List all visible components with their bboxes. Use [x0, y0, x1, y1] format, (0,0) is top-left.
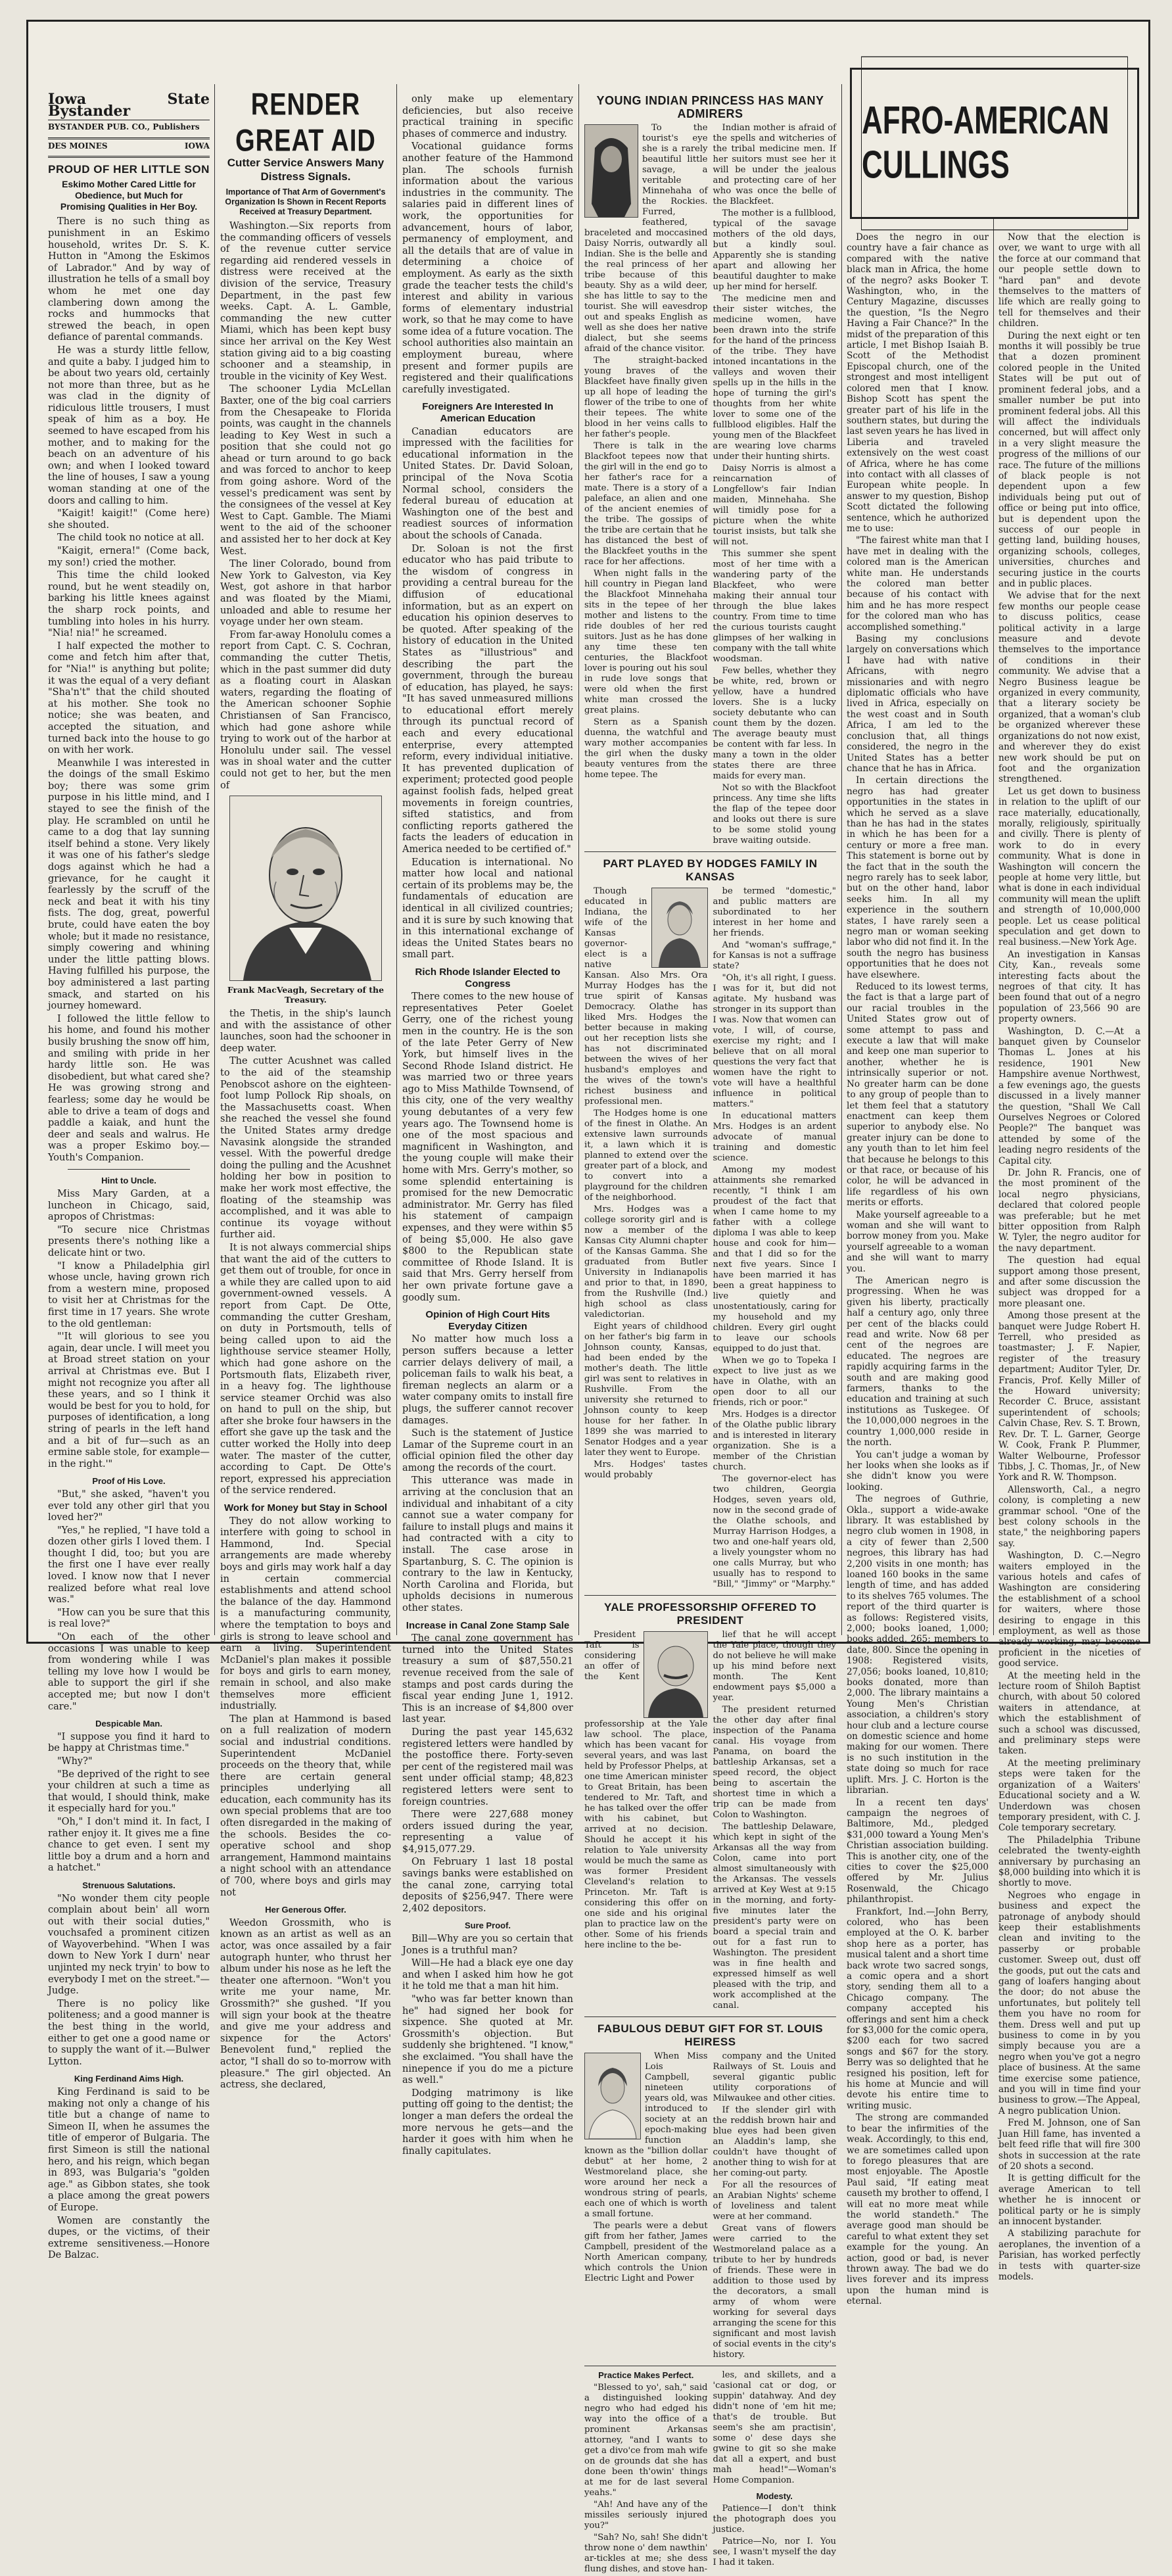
- campbell-illustration: [585, 2053, 640, 2139]
- section-head: Rich Rhode Islander Elected to Congress: [415, 966, 561, 990]
- portrait-taft: [644, 1631, 708, 1718]
- paragraph: Let us get down to business in relation to the uplift of our race materially, educationally, morally, religiously, spiritually and civilly. There is plenty of work to do in every community. What is done in Washington will concern the people at home very little, but what is done in each individual community will mean the uplift and strength of 10,000,000 people. Let us cease political speculation and get down to real business.—New York Age.: [998, 786, 1140, 948]
- paragraph: Allensworth, Cal., a negro colony, is completing a new grammar school. "One of the best colony schools in the state," the neighboring papers say.: [998, 1484, 1140, 1549]
- divider: [68, 1169, 190, 1170]
- paragraph: From far-away Honolulu comes a report from Capt. C. S. Cochran, commanding the cutter Thetis, which in the past summer did duty as a floating court in Alaskan waters, regarding the floating of the American schooner Sophie Christiansen of San Francisco, which had gone ashore while trying to work out of the harbor at Honolulu under sail. The vessel was in shoal water and the cutter could not get to her, but the men of: [220, 629, 391, 791]
- paragraph: He was a sturdy little fellow, and quite a baby. I judged him to be about two years old, certainly not more than three, but as he was clad in the dignity of ridiculous little trousers, I must speak of him as a boy. He seemed to have escaped from his mother, and to making for the beach on an adventure of his own; and when I looked toward the line of houses, I saw a young woman standing at one of the doors and calling to him.: [48, 345, 210, 506]
- paragraph: You can't judge a woman by her looks when she looks as if she didn't know you were looking.: [847, 1449, 989, 1492]
- paragraph: Canadian educators are impressed with the facilities for educational information in the United States. Dr. David Soloan, principal of the Nova Scotia Normal school, considers the federal bureau of education at Washington one of the best and readiest sources of information about the schools of Canada.: [402, 426, 573, 541]
- subcolumn-right: [713, 886, 837, 1591]
- paragraph: "On each of the other occasions I was unable to keep from wondering while I was telling my love how I would be able to support the girl if she accepted me; but now I don't care.": [48, 1632, 210, 1712]
- paragraph: Dr. John R. Francis, one of the most prominent of the local negro physicians, declared that colored people was preferable; but he met bitter opposition from Ralph W. Tyler, the negro auditor for the navy department.: [998, 1167, 1140, 1254]
- paragraph: Bill—Why are you so certain that Jones is a truthful man?: [402, 1934, 573, 1956]
- article-hodges: [584, 886, 836, 1591]
- article-deck: Eskimo Mother Cared Little for Obedience, but Much for Promising Qualities in Her Boy.: [60, 179, 198, 212]
- article-short-items: [584, 2370, 836, 2576]
- paragraph: President Taft is considering an offer of the Kent professorship at the Yale law school. The place, which has been vacant for several years, and was last held by Professor Phelps, at one time American minister to Great Britain, has been tendered to Mr. Taft, and he has talked over the offer with his cabinet, but arrived at no decision. Should he accept it his relation to Yale university would be much the same as was former President Cleveland's relation to Princeton. Mr. Taft is considering this offer on one side and his original plan to practice law on the other. Some of his friends here incline to the be-: [584, 1630, 708, 1950]
- paragraph: "Sah? No, sah! She didn't throw none o' dem nawthin' ar-tickles at me; she dess flung dishes, and stove han-: [584, 2533, 708, 2574]
- paragraph: Vocational guidance forms another feature of the Hammond plan. The schools furnish information about the various industries in the community. The salaries paid in different lines of work, the opportunities for advancement, hours of labor, permanency of employment, and all the details that are of value in determining a choice of employment. As early as the sixth grade the teacher tests the child's interest and ability in various forms of elementary industrial work, so that he may come to have some idea of a future vocation. The school authorities also maintain an employment bureau, where present and former pupils are registered and their qualifications carefully investigated.: [402, 141, 573, 395]
- masthead-title: Iowa State Bystander: [48, 91, 210, 120]
- column-rule: [396, 84, 397, 1635]
- paragraph: "The fairest white man that I have met in dealing with the colored man is the American white man. He understands the colored man better because of his contact with him and he has more respect for the colored man who has accomplished something.": [847, 535, 989, 632]
- paragraph: During the past year 145,632 registered letters were handled by the postoffice there. Forty-seven per cent of the registered mail was sent under official stamp; 48,823 registered letters were sent to foreign countries.: [402, 1727, 573, 1807]
- paragraph: No matter how much loss a person suffers because a letter carrier delays delivery of mail, a policeman fails to walk his beat, a fireman neglects an alarm or a water company omits to install fire plugs, the sufferer cannot recover damages.: [402, 1334, 573, 1426]
- portrait-lois-campbell: [584, 2053, 641, 2139]
- princess-illustration: [585, 125, 638, 217]
- paragraph: "How can you be sure that this is real love?": [48, 1607, 210, 1630]
- column-6: [998, 232, 1140, 2282]
- subcolumn-left: [584, 123, 708, 847]
- article-subdeck: Importance of That Arm of Government's Organization Is Shown in Recent Reports Received at Treasury Department.: [225, 187, 387, 216]
- paragraph: On February 1 last 18 postal savings banks were established on the canal zone, carrying total deposits of $256,947. There were 2,402 depositors.: [402, 1857, 573, 1914]
- paragraph: The plan at Hammond is based on a full realization of modern social and industrial conditions. Superintendent McDaniel proceeds on the theory that, while there are certain general principles underlying all education, each community has its own special problems that are too often disregarded in the making of the schools. Besides the co-operative school and shop arrangement, Hammond maintains a night school with an attendance of 700, where boys and girls may not: [220, 1713, 391, 1898]
- column-1: [48, 91, 210, 2261]
- portrait-illustration: [230, 796, 381, 980]
- section-head: Hint to Uncle.: [101, 1176, 156, 1186]
- paragraph: Mrs. Hodges is a director of the Olathe public library and is interested in literary organization. She is a member of the Christian church.: [713, 1410, 836, 1472]
- section-head: Sure Proof.: [464, 1920, 511, 1931]
- paragraph: Make yourself agreeable to a woman and she will want to borrow money from you. Make yourself agreeable to a woman and she will want to marry you.: [847, 1209, 989, 1274]
- paragraph: Among my modest attainments she remarked recently, "I think I am proudest of the fact that when I came home to my father with a college diploma I was able to keep house and cook for him—and that I did so for the next five years. Since I have been married it has been a great happiness to live quietly and unostentatiously, caring for my household and my children. Every girl ought to leave our schools equipped to do just that.: [713, 1165, 836, 1354]
- subcolumn-left: [584, 2370, 708, 2576]
- paragraph: Among those present at the banquet were Judge Robert H. Terrell, who presided as toastmaster; J. F. Napier, register of the treasury department; Auditor Tyler, Dr. Francis, Prof. Kelly Miller of the Howard university; Recorder C. Bruce, assistant superintendent of schools; Calvin Chase, Rev. S. T. Brown, Rev. Dr. T. L. Garner, George W. Cook, Frank P. Plummer, Walter Welbourne, Professor Tibbs, J. C. Thomas, Jr., of New York and R. W. Thompson.: [998, 1310, 1140, 1483]
- paragraph: This time the child looked round, but he went steadily on, barking his little knees against the sharp rock points, and tumbling into holes in his hurry. "Nia! nia!" he screamed.: [48, 570, 210, 639]
- section-head: Work for Money but Stay in School: [223, 1502, 388, 1514]
- paragraph: In a recent ten days' campaign the negroes of Baltimore, Md., pledged $31,000 toward a Young Men's Christian association building. This is another city, one of the cities to cover the $25,000 offered by Mr. Julius Rosenwald, the Chicago philanthropist.: [847, 1797, 989, 1905]
- paragraph: "Be deprived of the right to see your children at such a time as that would, I should think, make it especially hard for you.": [48, 1769, 210, 1815]
- subcolumn-right: [713, 1630, 837, 2013]
- paragraph: At the meeting preliminary steps were taken for the organization of a Waiters' Educational society and a W. Underdown was chosen temporary president, with C. J. Cole temporary secretary.: [998, 1757, 1140, 1834]
- publisher-name: BYSTANDER PUB. CO., Publishers: [48, 122, 200, 132]
- paragraph: Patience—I don't think the photograph does you justice.: [713, 2504, 836, 2535]
- section-head: Opinion of High Court Hits Everyday Citizen: [425, 1309, 550, 1332]
- paragraph: The mother is a fullblood, typical of the savage mothers of the old days, but a kindly soul. Apparently she is standing apart and allowing her beautiful daughter to make up her mind for herself.: [713, 208, 836, 292]
- subcolumn-left: [584, 886, 708, 1591]
- paragraph: "Why?": [57, 1755, 93, 1767]
- paragraph: The Hodges home is one of the finest in Olathe. An extensive lawn surrounds it, a lawn which it is planned to extend over the greater part of a block, and to convert into a playground for the children of the neighborhood.: [584, 1109, 708, 1203]
- paragraph: Will—He had a black eye one day and when I asked him how he got it he told me that a man hit him.: [402, 1958, 573, 1992]
- paragraph: The battleship Delaware, which kept in sight of the Arkansas all the way from Colon, came into port almost simultaneously with the Arkansas. The vessels arrived at Key West at 9:15 in the morning, and forty-five minutes later the president's party were on board a special train and out for a fast run to Washington. The president was in fine health and expressed himself as well pleased with the trip, and work accomplished at the canal.: [713, 1822, 836, 2011]
- paragraph: The liner Colorado, bound from New York to Galveston, via Key West, got ashore in that harbor and was floated by the Miami, unloaded and able to resume her voyage under her own steam.: [220, 559, 391, 628]
- paragraph: The American negro is progressing. When he was given his liberty, practically half a century ago, only three per cent of the blacks could read and write. Now 68 per cent of the negroes are educated. The negroes are rapidly acquiring farms in the south and are making good farmers, thanks to the education and training at such institutions as Tuskegee. Of the 10,000,000 negroes in the country 1,000,000 reside in the north.: [847, 1276, 989, 1448]
- paragraph: The child took no notice at all.: [57, 533, 204, 544]
- paragraph: The governor-elect has two children, Georgia Hodges, seven years old, now in the second grade of the Olathe schools, and Murray Harrison Hodges, a two and one-half years old, a lively youngster whom no one calls Murray, but who usually has to respond to "Bill," "Jimmy" or "Marphy.": [713, 1474, 836, 1589]
- paragraph: There were 227,688 money orders issued during the year, representing a value of $4,915,077.29.: [402, 1809, 573, 1855]
- section-banner-box: [850, 68, 1139, 219]
- divider: [584, 1595, 836, 1596]
- paragraph: "No wonder them city people complain about bein' all worn out with their social duties," vouchsafed a prominent citizen of Wayoverbehind. "When I was down to New York I durn' near unjinted my neck tryin' to bow to everybody I met on the street."—Judge.: [48, 1893, 210, 1997]
- section-head: King Ferdinand Aims High.: [74, 2074, 184, 2084]
- paragraph: When night falls in the hill country in Piegan land the Blackfoot Minnehaha sits in the tepee of her mother and listens to the ride doubles of her red suitors. Just as he has done any time these ten centuries, the Blackfoot lover is pouring out his soul in rude love songs that were old when the first white man crossed the great plains.: [584, 569, 708, 715]
- paragraph: company and the United Railways of St. Louis and several gigantic public utility corporations of Milwaukee and other cities.: [713, 2051, 836, 2103]
- paragraph: "I know a Philadelphia girl whose uncle, having grown rich from a western mine, proposed to visit her at Christmas for the first time in 17 years. She wrote to the old gentleman:: [48, 1260, 210, 1329]
- newspaper-page: [26, 20, 1150, 2574]
- paragraph: The canal zone government has turned into the United States treasury a sum of $87,550.21 revenue received from the sale of stamps and post cards during the fiscal year ending June 1, 1912. This is an increase of $4,800 over last year.: [402, 1633, 573, 1725]
- article-headline: FABULOUS DEBUT GIFT FOR ST. LOUIS HEIRESS: [597, 2022, 824, 2048]
- column-rule: [841, 84, 842, 1635]
- portrait-princess: [584, 124, 638, 218]
- paragraph: be termed "domestic," and public matters are subordinated to her interest in her home and her friends.: [713, 886, 836, 938]
- paragraph: The strong are commanded to bear the infirmities of the weak. Accordingly, to this end, we are sometimes called upon to forego pleasures that are most enjoyable. The Apostle Paul said, "If eating meat causeth my brother to offend, I will eat no more meat while the world standeth." The average good man should be careful to what extent they set example for the young. An action, good or bad, is never thrown away. The bad we do lives forever and its impress upon the human mind is eternal.: [847, 2112, 989, 2307]
- paragraph: It is getting difficult for the average American to tell whether he is innocent or political party or he is simply an innocent bystander.: [998, 2173, 1140, 2227]
- paragraph: And "woman's suffrage," for Kansas is not a suffrage state?: [713, 940, 836, 971]
- paragraph: The president returned the other day after final inspection of the Panama canal. His voyage from Panama, on board the battleship Arkansas, set a speed record, the object being to ascertain the shortest time in which a trip can be made from Colon to Washington.: [713, 1705, 836, 1820]
- column-rule: [214, 84, 215, 1635]
- paragraph: Mrs. Hodges' tastes would probably: [584, 1460, 708, 1480]
- paragraph: Weedon Grossmith, who is known as an artist as well as an actor, was once assailed by a fair autograph hunter, who thrust her album under his nose as he left the theater one afternoon. "Won't you write me your name, Mr. Grossmith?" she gushed. "If you will sign your book at the theatre and give me your address and sixpence for the Actors' Benevolent fund," replied the actor, "I shall do so to-morrow with pleasure." The girl objected. An actress, she declared,: [220, 1917, 391, 2091]
- subcolumn-left: [584, 1630, 708, 2013]
- article-deck: Cutter Service Answers Many Distress Signals.: [227, 156, 385, 183]
- section-head: Modesty.: [756, 2491, 793, 2501]
- paragraph: The question had equal support among those present, and after some discussion the subject was dropped for a more pleasant one.: [998, 1255, 1140, 1309]
- paragraph: les, and skillets, and a 'casional cat or dog, or suppin' datahway. And dey didn't none of 'em hit me; that's de trouble. But seem's she am practisin', some o' dese days she gwine to git so she make dat all a expert, and bust mah head!"—Woman's Home Companion.: [713, 2370, 836, 2485]
- paragraph: The negroes of Guthrie, Okla., support a wide-awake library. It was established by negro club women in 1908, in a city of fewer than 2,500 negroes, this library has had 2,200 visits in one month; has loaned 160 books in the same length of time, and has added to its shelves 765 volumes. The report of the third quarter is as follows: Registered visits, 2,000; books loaned, 1,000; books added, 265; members to date, 800. Since the opening in 1908: Registered visits, 27,056; books loaned, 10,810; books donated, more than 2,000. The library maintains a Young Men's Christian association, a children's story hour club and a lecture course on domestic science and home making for our women. There is no such institution in the state doing so much for race uplift. Mrs. J. C. Horton is the librarian.: [847, 1494, 989, 1796]
- paragraph: "who was far better known than he" had signed her book for sixpence. She quoted at Mr. Grossmith's objection. But suddenly she brightened. "I know," she exclaimed. "You shall have the ninepence if you do me a picture as well.": [402, 1994, 573, 2086]
- paragraph: In certain directions the negro has had greater opportunities in the states in which he served as a slave than he has had in the states in which he has been for a century or more a free man. This statement is borne out by the fact that in the south the negro rarely has to seek labor, but on the other hand, labor seeks him. In all my experience in the southern states, I have rarely seen a negro man or woman seeking labor who did not find it. In the south the negro has business opportunities that he does not have elsewhere.: [847, 775, 989, 980]
- divider: [584, 851, 836, 852]
- subcolumn-left: [584, 2051, 708, 2362]
- section-head: Increase in Canal Zone Stamp Sale: [406, 1619, 570, 1631]
- paragraph: I followed the little fellow to his home, and found his mother busily brushing the snow off him, and smiling with pride in her hardy little son. He was disobedient, but what cared she? He was growing strong and fearless; some day he would be able to drive a team of dogs and paddle a kaiak, and hunt the deer and seals and walrus. He was a proper Eskimo boy.—Youth's Companion.: [48, 1013, 210, 1163]
- column-2: [220, 87, 391, 2091]
- paragraph: Women are constantly the dupes, or the victims, of their extreme sensitiveness.—Honore De Balzac.: [48, 2215, 210, 2261]
- column-3: [402, 94, 573, 2157]
- masthead: [48, 91, 210, 158]
- article-princess: [584, 123, 836, 847]
- column-4: [584, 94, 836, 2574]
- section-head: Foreigners Are Interested In American Education: [422, 401, 553, 425]
- paragraph: Does the negro in our country have a fair chance as compared with the native black man in Africa, the home of the negro? asks Booker T. Washington, who, in the Century Magazine, discusses the question, "Is the Negro Having a Fair Chance?" In the midst of the preparation of this article, I met Bishop Isaiah B. Scott of the Methodist Episcopal church, one of the strongest and most intelligent colored men that I know. Bishop Scott has spent the greater part of his life in the southern states, but during the last seven years he has lived in Liberia and traveled extensively on the west coast of Africa, where he has come into contact with all classes of European white people. In answer to my question, Bishop Scott dictated the following sentence, which he authorized me to use:: [847, 232, 989, 534]
- paragraph: For all the resources of an Arabian Nights' scheme of loveliness and talent were at her command.: [713, 2180, 836, 2222]
- masthead-location: [48, 139, 210, 158]
- paragraph: Not so with the Blackfoot princess. Any time she lifts the flap of the tepee door and looks out there is sure to be some stolid young brave waiting outside.: [713, 783, 836, 846]
- paragraph: "Oh, it's all right, I guess. I was for it, but did not agitate. My husband was stronger in its support than I was. Now that women can vote, I will, of course, exercise my right; and I believe that on all moral questions the very fact that women have the right to vote will have a healthful influence in political matters.": [713, 973, 836, 1109]
- paragraph: Stern as a Spanish duenna, the watchful and wary mother accompanies the girl when the dusky beauty ventures from the home tepee. The: [584, 717, 708, 780]
- paragraph: The cutter Acushnet was called to the aid of the steamship Penobscot ashore on the eighteen-foot lump Pollock Rip shoals, on the Massachusetts coast. When she reached the vessel she found the United States army dredge Navasink alongside the stranded vessel. With the powerful dredge doing the pulling and the Acushnet holding her bow in position to make her work most effective, the floating of the steamship was accomplished, and it was able to continue its voyage without further aid.: [220, 1056, 391, 1241]
- paragraph: Fred M. Johnson, one of San Juan Hill fame, has invented a belt feed rifle that will fire 300 shots in succession at the rate of 20 shots a second.: [998, 2118, 1140, 2172]
- article-headline: PART PLAYED BY HODGES FAMILY IN KANSAS: [603, 857, 818, 883]
- paragraph: the Thetis, in the ship's launch and with the assistance of other launches, soon had the schooner in deep water.: [220, 1009, 391, 1054]
- paragraph: only make up elementary deficiencies, but also receive practical training in specific phases of commerce and industry.: [402, 94, 573, 139]
- paragraph: Mrs. Hodges was a college sorority girl and is now a member of the Kansas City Alumni chapter of the Kansas Gamma. She graduated from Butler University in Indianapolis and prior to that, in 1890, from the Rushville (Ind.) high school as class valedictorian.: [584, 1205, 708, 1320]
- paragraph: An investigation in Kansas City, Kan., reveals some interesting facts about the negroes of that city. It has been found that out of a negro population of 23,566 90 are property owners.: [998, 949, 1140, 1025]
- paragraph: The medicine men and their sister witches, the medicine women, have been drawn into the strife for the hand of the princess of the tribe. They have intoned incantations in the valleys and woven their spells up in the hills in the hope of turning the girl's thoughts from her white lover to some one of the fullblood eligibles. Half the young men of the Blackfeet are wearing love charms under their hunting shirts.: [713, 294, 836, 462]
- paragraph: There is no policy like politeness; and a good manner is the best thing in the world, either to get one a good name or to supply the want of it.—Bulwer Lytton.: [48, 1998, 210, 2067]
- paragraph: Great vans of flowers were carried to the Westmoreland palace as a tribute to her by hundreds of friends. These were in addition to those used by the decorators, a small army of whom were working for several days arranging the scene for this significant and most lavish of social events in the city's history.: [713, 2224, 836, 2360]
- article-headline: PROUD OF HER LITTLE SON: [48, 163, 210, 176]
- paragraph: This utterance was made in arriving at the conclusion that an individual and inhabitant of a city cannot sue a water company for failure to install plugs and mains it had contracted with a city to install. The case arose in Spartanburg, S. C. The opinion is contrary to the law in Kentucky, North Carolina and Florida, but upholds decisions in numerous other states.: [402, 1475, 573, 1613]
- paragraph: The pearls were a debut gift from her father, James Campbell, president of the North American company, which controls the Union Electric Light and Power: [584, 2221, 708, 2283]
- paragraph: Washington, D. C.—At a banquet given by Counselor Thomas L. Jones at his residence, 1901 New Hampshire avenue Northwest, a few evenings ago, the guests discussed in a lively manner the question, "Shall We Call Ourselves Negroes or Colored People?" The banquet was attended by some of the leading negro residents of the Capital city.: [998, 1026, 1140, 1166]
- paragraph: At the meeting held in the lecture room of Shiloh Baptist church, with about 50 colored waiters in attendance, at which the establishment of such a school was discussed, and preliminary steps were taken.: [998, 1670, 1140, 1757]
- paragraph: I half expected the mother to come and fetch him after that, for "Nia!" is anything but polite; it was the equal of a very defiant "Sha'n't" that the child shouted at his mother. She took no notice; she was beaten, and accepted the situation, and turned back into the house to go on with her work.: [48, 640, 210, 756]
- divider: [584, 2016, 836, 2017]
- paragraph: They do not allow working to interfere with going to school in Hammond, Ind. Special arrangements are made whereby boys and girls may work half a day in certain commercial establishments and attend school the balance of the day. Hammond is a manufacturing community, where the temptation to boys and girls is strong to leave school and earn a living. Superintendent McDaniel's plan makes it possible for boys and girls to earn money, remain in school, and also make themselves more efficient industrially.: [220, 1515, 391, 1712]
- taft-illustration: [644, 1632, 707, 1717]
- hodges-illustration: [652, 888, 707, 967]
- paragraph: Meanwhile I was interested in the doings of the small Eskimo boy; there was some grim purpose in his little mind, and I stayed to see the finish of the play. He scrambled on until he came to a dog that lay sunning itself behind a stone. Very likely it was one of his father's sledge dogs against which he had a grievance, for he caught it fearlessly by the scruff of the neck and beat it with his tiny fists. The dog, great, powerful brute, could have eaten the boy whole; but it made no resistance, simply cowering and whining under the little patting blows. Having fulfilled his purpose, the boy administered a last parting smack, and started on his journey homeward.: [48, 757, 210, 1012]
- paragraph: There is no such thing as punishment in an Eskimo household, writes Dr. S. K. Hutton in "Among the Eskimos of Labrador." And by way of illustration he tells of a small boy whom he met one day clambering down among the rocks and hummocks that strewed the beach, in open defiance of parental commands.: [48, 216, 210, 343]
- paragraph: Dr. Soloan is not the first educator who has paid tribute to the wisdom of congress in providing a central bureau for the diffusion of educational information, but as an expert on education his opinion deserves to be quoted. After speaking of the history of education in the United States as "illustrious" and describing the part the government, through the bureau of education, has played, he says: "It has saved unmeasured millions to educational effort merely through its punctual record of each and every educational enterprise, every attempted reform, every individual initiative. It has prevented duplication of experiment; protected good people against foolish fads, helped great movements in foreign countries, sifted statistics, and from conflicting reports gathered the facts the leaders of education in America needed to be certified of.": [402, 543, 573, 855]
- article-taft: [584, 1630, 836, 2013]
- column-rule: [993, 84, 994, 1635]
- article-headline: YOUNG INDIAN PRINCESS HAS MANY ADMIRERS: [596, 94, 824, 120]
- paragraph: Eight years of childhood on her father's big farm in Johnson county, Kansas, had been ended by the mother's death. The little girl was sent to relatives in Rushville. From the university she returned to Johnson county to keep house for her father. In 1899 she was married to Senator Hodges and a year later they went to Europe.: [584, 1322, 708, 1458]
- paragraph: A stabilizing parachute for aeroplanes, the invention of a Parisian, has worked perfectly in tests with quarter-size models.: [998, 2228, 1140, 2282]
- section-head: Practice Makes Perfect.: [598, 2370, 694, 2380]
- paragraph: Washington.—Six reports from the commanding officers of vessels of the revenue cutter service regarding aid rendered vessels in distress were received at the division of the service, Treasury Department, in the past few weeks. Capt. A. L. Gamble, commanding the new cutter Miami, which has been kept busy since her arrival on the Key West station giving aid to a big coasting schooner and a steamship, in trouble in the vicinity of Key West.: [220, 221, 391, 382]
- paragraph: King Ferdinand is said to be making not only a change of his title but a change of name to Simeon II, when he assumes the title of emperor of Bulgaria. The first Simeon is still the national hero, and his reign, which began in 893, was Bulgaria's "golden age." as Gibbon states, she took a place among the great powers of Europe.: [48, 2087, 210, 2213]
- paragraph: Indian mother is afraid of the spells and witcheries of the tribal medicine men. If her suitors must see her it will be under the jealous and protecting care of her who was once the belle of the Blackfeet.: [713, 123, 836, 206]
- section-head: Strenuous Salutations.: [82, 1880, 176, 1890]
- subcolumn-right: [713, 2051, 837, 2362]
- paragraph: It is not always commercial ships that want the aid of the cutters to get them out of trouble, for once in a while they are called upon to aid government-owned vessels. A report from Capt. De Otte, commanding the cutter Gresham, on duty in Portsmouth, tells of being called upon to aid the lighthouse service steamer Holly, which had gone ashore on the Portsmouth flats, Elizabeth river, in a heavy fog. The lighthouse service steamer Orchid was also on hand to pull on the ship, but after she broke four hawsers in the effort she gave up the task and the cutter worked the Holly into deep water. The master of the cutter, according to Capt. De Otte's report, expressed his appreciation of the service rendered.: [220, 1242, 391, 1496]
- masthead-publisher: [48, 120, 210, 139]
- paragraph: Few belles, whether they be white, red, brown or yellow, have a hundred lovers. She is a lucky society debutante who can count them by the dozen. The average beauty must be content with far less. In many a town in the older states there are three maids for every man.: [713, 666, 836, 781]
- paragraph: Negroes who engage in business and expect the patronage of anybody should keep their establishments clean and inviting to the passerby or probable customer. Sweep out, dust off the goods, put out the cats and gang of loafers hanging about the door; do not abuse the unfortunates, but politely tell them you have no room for them. Dress well and put up business to come in by you simply because you are a negro when you've got a negro place of business. At the same time exercise some patience, and you will in time find your business to grow.—The Appeal, A negro publication Union.: [998, 1890, 1140, 2116]
- paragraph: Such is the statement of Justice Lamar of the Supreme court in an official opinion filed the other day among the records of the court.: [402, 1428, 573, 1473]
- article-headline: YALE PROFESSORSHIP OFFERED TO PRESIDENT: [603, 1601, 817, 1627]
- paragraph: Dodging matrimony is like putting off going to the dentist; the longer a man defers the ordeal the more nervous he gets—and the harder it goes with him when he finally capitulates.: [402, 2087, 573, 2157]
- paragraph: lief that he will accept the Yale place, though they do not believe he will make up his mind before next month. The Kent endowment pays $5,000 a year.: [713, 1630, 836, 1703]
- paragraph: There comes to the new house of representatives Peter Goelet Gerry, one of the richest young men in the country. He is the son of the late Peter Gerry of New York, but himself lives in the Second Rhode Island district. He was married two or three years ago to Miss Mathilde Townsend, of this city, one of the very wealthy young debutantes of a very few years ago. The Townsend home is one of the most spacious and magnificent in Washington, and the young couple will make their home with Mrs. Gerry's mother, so some splendid entertaining is promised for the new Democratic administrator. Mr. Gerry has filed his statement of campaign expenses, and they were within $5 of being $5,000. He also gave $800 to the Republican state committee of Rhode Island. It is said that Mrs. Gerry herself from her own private fortune gave a goodly sum.: [402, 991, 573, 1303]
- paragraph: Washington, D. C.—Negro waiters employed in the various hotels and cafes of Washington are considering the establishment of a school for waiters, where those desiring to engage in this employment, as well as those already working, may become proficient in the niceties of good service.: [998, 1550, 1140, 1669]
- article-body: [48, 216, 210, 1164]
- paragraph: "I suppose you find it hard to be happy at Christmas time.": [48, 1731, 210, 1754]
- portrait-caption: Frank MacVeagh, Secretary of the Treasury.: [227, 985, 385, 1005]
- paragraph: Basing my conclusions largely on conversations which I have had with native Africans, with negro missionaries and with negro diplomatic officials who have lived in Africa, especially on the west coast and in South Africa, I am led to the conclusion that, all things considered, the negro in the United States has a better chance that he has in Africa.: [847, 634, 989, 774]
- paragraph: Now that the election is over, we want to urge with all the force at our command that our people settle down to "hard pan" and devote themselves to the matters of life which are really going to tell for themselves and their children.: [998, 232, 1140, 329]
- paragraph: The Philadelphia Tribune celebrated the twenty-eighth anniversary by purchasing an $8,000 building into which it is shortly to move.: [998, 1834, 1140, 1889]
- paragraph: If the slender girl with the reddish brown hair and blue eyes had been given an Aladdin's lamp, she couldn't have thought of another thing to wish for at her coming-out party.: [713, 2105, 836, 2178]
- paragraph: This summer she spent most of her time with a wandering party of the Blackfeet, who were making their annual tour through the blue lakes country. From time to time the curious tourists caught glimpses of her walking in company with the tall white woodsman.: [713, 549, 836, 664]
- paragraph: "To secure nice Christmas presents there's nothing like a delicate hint or two.: [48, 1224, 210, 1259]
- section-head: Proof of His Love.: [92, 1476, 166, 1487]
- paragraph: There is talk in the Blackfoot tepees now that the girl will in the end go to her father's race for a mate. There is a story of a paleface, an alien and one of the ancient enemies of the tribe. The gossips of the tribe are certain that he has distanced the best of the Blackfeet youths in the race for her affections.: [584, 441, 708, 567]
- paragraph: "Kaigit! kaigit!" (Come here) she shouted.: [48, 508, 210, 531]
- paragraph: We advise that for the next few months our people cease to discuss politics, cease political activity in a large measure and devote themselves to the importance of conditions in their community. We advise that a Negro Business league be organized in every community, that a literary society be organized, that a woman's club be organized wherever these organizations do not now exist, and wherever they do exist new work should be put on foot and the organization strengthened.: [998, 590, 1140, 785]
- paragraph: When we go to Topeka I expect to live just as we have in Olathe, with an open door to all our friends, rich or poor.": [713, 1356, 836, 1408]
- paragraph: Patrice—No, nor I. You see, I wasn't myself the day I had it taken.: [713, 2537, 836, 2567]
- paragraph: Frankfort, Ind.—John Berry, colored, who has been employed at the O. K. barber shop here as a porter, has musical talent and a short time back wrote two sacred songs, a comic opera and a short story, sending them all to a Chicago company. The company accepted his offerings and sent him a check for $3,000 for the comic opera, $200 each for two sacred songs and $67 for the story. Berry was so delighted that he resigned his position, left for his home at Muncie and will devote his entire time to writing music.: [847, 1906, 989, 2111]
- column-rule: [578, 84, 579, 1635]
- paragraph: When Miss Lois Campbell, nineteen years old, was introduced to society at an epoch-making function known as the "billion dollar debut" at her home, 2 Westmoreland place, she wore around her neck a wondrous string of pearls, each one of which is worth a small fortune.: [584, 2051, 708, 2219]
- paragraph: The straight-backed young braves of the Blackfeet have finally given up all hope of leading the flower of the tribe to one of their tepees. The white blood in her veins calls to her father's people.: [584, 356, 708, 439]
- paragraph: The schooner Lydia McLellan Baxter, one of the big coal carriers from the Chesapeake to Florida points, was caught in the channels leading to Key West in such a position that she could not go ahead or turn around to go back and was forced to anchor to keep from going ashore. Word of the vessel's predicament was sent by the consignees of the vessel at Key West to Capt. Gamble. The Miami went to the aid of the schooner and assisted her to her dock at Key West.: [220, 384, 391, 557]
- paragraph: Education is international. No matter how local and national certain of its problems may be, the fundamentals of education are identical in all civilized countries; and it is sure by such knowing that in this international exchange of ideas the United States bears no small part.: [402, 857, 573, 961]
- paragraph: Reduced to its lowest terms, the fact is that a large part of our racial troubles in the United States grow out of some attempt to pass and execute a law that will make and keep one man superior to another, whether he is intrinsically superior or not. No greater harm can be done to any group of people than to let them feel that a statutory enactment can keep them superior to anybody else. No greater injury can be done to any youth than to let him feel that because he belongs to this or that race, or because of his color, he will be advanced in life regardless of his own merits or efforts.: [847, 982, 989, 1208]
- paragraph: "Oh," I don't mind it. In fact, I rather enjoy it. It gives me a fine chance to get even. I sent my little boy a drum and a horn and a hatchet.": [48, 1816, 210, 1874]
- masthead-city: DES MOINES: [48, 141, 108, 151]
- paragraph: "Kaigit, ernera!" (Come back, my son!) cried the mother.: [48, 546, 210, 568]
- paragraph: "Blessed to yo', sah," said a distinguished looking negro who had edged his way into the office of a prominent Arkansas attorney, "and I wants to get a divo'ce from mah wife on de grounds dat she has done been th'owin' things at me for de last several yeahs.": [584, 2383, 708, 2498]
- paragraph: "But," she asked, "haven't you ever told any other girl that you loved her?": [48, 1489, 210, 1523]
- paragraph: "'It will glorious to see you again, dear uncle. I will meet you at Broad street station on your arrival at Christmas eve. But I might not recognize you after all these years, and so I think it would be best for you to hold, for purposes of identification, a long string of pearls in the left hand and a bit of fur—such as an ermine sable stole, for example—in the right.'": [48, 1331, 210, 1469]
- masthead-state: IOWA: [184, 141, 210, 151]
- paragraph: During the next eight or ten months it will possibly be true that a dozen prominent colored people in the United States will be put out of prominent federal jobs, and a smaller number be put into prominent federal jobs. All this will affect the individuals concerned, but will affect only in a very slight measure the progress of the millions of our race. The future of the millions of black people is not dependent upon a few individuals being put out of office or being put into office, but is dependent upon the success of our people in getting land, building houses, organizing schools, colleges, universities, churches and securing justice in the courts and in public places.: [998, 330, 1140, 589]
- column-5: [847, 232, 989, 2307]
- subcolumn-right: [713, 123, 837, 847]
- paragraph: Daisy Norris is almost a reincarnation of Longfellow's fair Indian maiden, Minnehaha. She will timidly pose for a picture when the white tourist insists, but talk she will not.: [713, 464, 836, 547]
- subcolumn-right: [713, 2370, 837, 2576]
- article-campbell: [584, 2051, 836, 2362]
- paragraph: Though educated in Indiana, the wife of the Kansas governor-elect is a native Kansan. Also Mrs. Ora Murray Hodges has the true spirit of Kansas Democracy. Olathe has liked Mrs. Hodges the better because in making out her reception lists she has not discriminated between the wives of her husband's employes and the wives of the town's richest business and professional men.: [584, 886, 708, 1107]
- section-head: Her Generous Offer.: [265, 1905, 346, 1915]
- paragraph: To the tourist's eye she is a rarely beautiful little savage, a veritable Minnehaha of the Rockies. Furred, feathered, braceleted and moccasined Daisy Norris, outwardly all Indian. She is the belle and the real princess of her tribe because of this beauty. Shy as a wild deer, she has little to say to the tourist. She will eavesdrop out and speaks English as well as she does her native dialect, but she seems afraid of the chance visitor.: [584, 123, 708, 354]
- portrait-macveagh: [229, 796, 382, 981]
- paragraph: "Yes," he replied, "I have told a dozen other girls I loved them. I thought I did, too; but you are the first one I have ever really loved. I know now that I never realized before what real love was.": [48, 1525, 210, 1606]
- portrait-mrs-hodges: [651, 888, 708, 968]
- paragraph: Miss Mary Garden, at a luncheon in Chicago, said, apropos of Christmas:: [48, 1189, 210, 1223]
- paragraph: "Ah! And have any of the missiles seriously injured you?": [584, 2500, 708, 2531]
- article-headline: RENDER GREAT AID: [235, 87, 376, 158]
- section-banner: AFRO-AMERICAN CULLINGS: [861, 57, 1128, 231]
- paragraph: In educational matters Mrs. Hodges is an ardent advocate of manual training and domestic science.: [713, 1111, 836, 1163]
- section-head: Despicable Man.: [95, 1719, 162, 1729]
